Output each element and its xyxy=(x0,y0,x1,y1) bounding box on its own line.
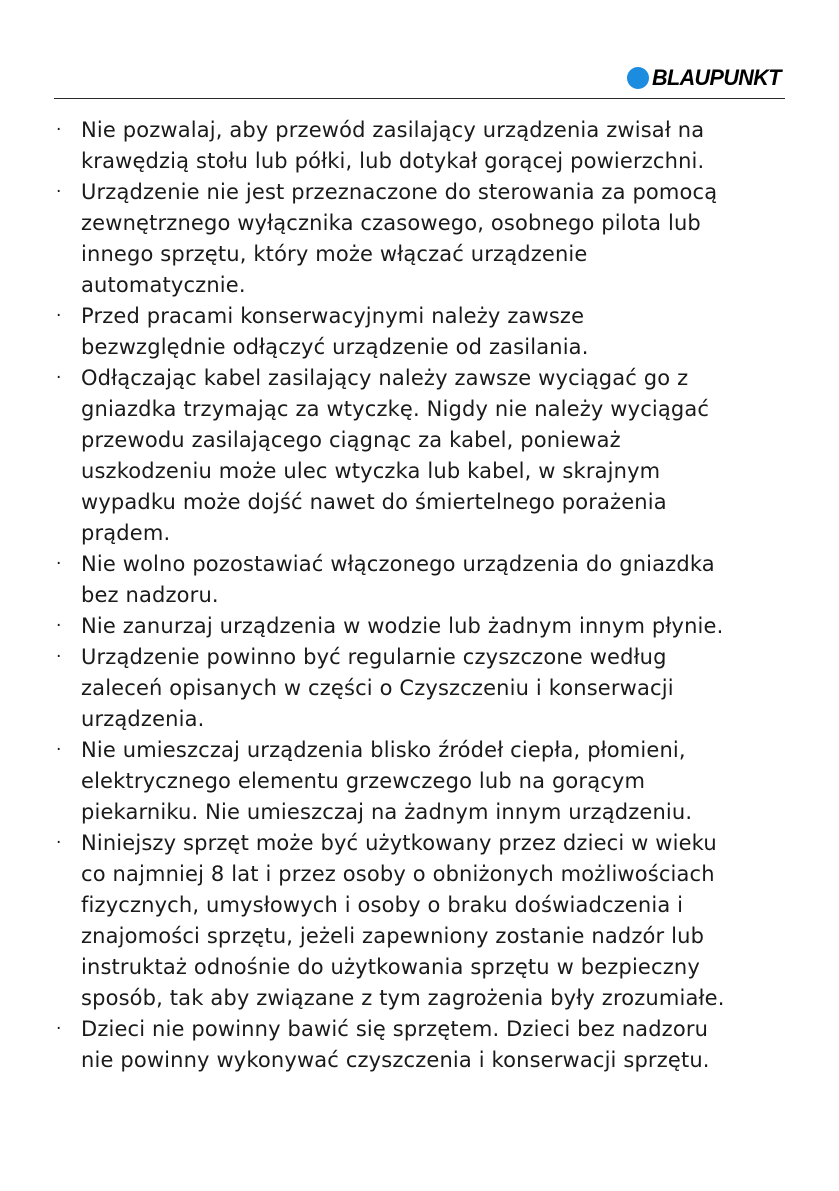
instruction-list xyxy=(54,115,794,1076)
list-item-line: Nie pozwalaj, aby przewód zasilający urządzenia zwisał na xyxy=(81,118,705,142)
safety-instructions xyxy=(54,115,794,1076)
bullet-icon: · xyxy=(56,182,62,202)
list-item-line: fizycznych, umysłowych i osoby o braku doświadczenia i xyxy=(81,893,684,917)
list-item-line: Odłączając kabel zasilający należy zawsze wyciągać go z xyxy=(81,366,689,390)
page-header xyxy=(54,62,785,99)
list-item xyxy=(54,1014,794,1076)
list-item-line: instruktaż odnośnie do użytkowania sprzętu w bezpieczny xyxy=(81,955,700,979)
list-item-line: Urządzenie powinno być regularnie czyszczone według xyxy=(81,645,667,669)
list-item-line: elektrycznego elementu grzewczego lub na gorącym xyxy=(81,769,646,793)
list-item-line: sposób, tak aby związane z tym zagrożenia były zrozumiałe. xyxy=(81,986,725,1010)
list-item xyxy=(54,177,794,301)
list-item-line: zaleceń opisanych w części o Czyszczeniu i konserwacji xyxy=(81,676,674,700)
list-item-line: wypadku może dojść nawet do śmiertelnego porażenia xyxy=(81,490,667,514)
list-item-line: gniazdka trzymając za wtyczkę. Nigdy nie należy wyciągać xyxy=(81,397,710,421)
list-item-line: co najmniej 8 lat i przez osoby o obniżonych możliwościach xyxy=(81,862,715,886)
list-item xyxy=(54,363,794,549)
bullet-icon: · xyxy=(56,1019,62,1039)
bullet-icon: · xyxy=(56,554,62,574)
bullet-icon: · xyxy=(56,833,62,853)
list-item xyxy=(54,115,794,177)
list-item-line: Urządzenie nie jest przeznaczone do sterowania za pomocą xyxy=(81,180,718,204)
brand-dot-icon xyxy=(627,67,649,89)
bullet-icon: · xyxy=(56,616,62,636)
list-item-line: uszkodzeniu może ulec wtyczka lub kabel, w skrajnym xyxy=(81,459,661,483)
list-item-line: znajomości sprzętu, jeżeli zapewniony zostanie nadzór lub xyxy=(81,924,705,948)
bullet-icon: · xyxy=(56,368,62,388)
list-item xyxy=(54,642,794,735)
bullet-icon: · xyxy=(56,740,62,760)
list-item-line: automatycznie. xyxy=(81,273,246,297)
list-item-line: urządzenia. xyxy=(81,707,205,731)
list-item-line: Dzieci nie powinny bawić się sprzętem. Dzieci bez nadzoru xyxy=(81,1017,709,1041)
list-item xyxy=(54,301,794,363)
bullet-icon: · xyxy=(56,120,62,140)
list-item-line: bezwzględnie odłączyć urządzenie od zasilania. xyxy=(81,335,589,359)
list-item-line: Przed pracami konserwacyjnymi należy zawsze xyxy=(81,304,585,328)
brand-name: BLAUPUNKT xyxy=(651,65,781,90)
list-item xyxy=(54,611,794,642)
list-item-line: nie powinny wykonywać czyszczenia i konserwacji sprzętu. xyxy=(81,1048,710,1072)
bullet-icon: · xyxy=(56,647,62,667)
list-item-line: piekarniku. Nie umieszczaj na żadnym innym urządzeniu. xyxy=(81,800,693,824)
list-item xyxy=(54,735,794,828)
list-item xyxy=(54,549,794,611)
list-item-line: Nie wolno pozostawiać włączonego urządzenia do gniazdka xyxy=(81,552,715,576)
list-item-line: Nie zanurzaj urządzenia w wodzie lub żadnym innym płynie. xyxy=(81,614,724,638)
list-item-line: bez nadzoru. xyxy=(81,583,219,607)
list-item-line: przewodu zasilającego ciągnąc za kabel, ponieważ xyxy=(81,428,621,452)
list-item-line: prądem. xyxy=(81,521,171,545)
list-item-line: krawędzią stołu lub półki, lub dotykał gorącej powierzchni. xyxy=(81,149,705,173)
brand-logo xyxy=(627,67,783,89)
bullet-icon: · xyxy=(56,306,62,326)
list-item-line: Nie umieszczaj urządzenia blisko źródeł ciepła, płomieni, xyxy=(81,738,686,762)
list-item-line: Niniejszy sprzęt może być użytkowany przez dzieci w wieku xyxy=(81,831,717,855)
list-item-line: zewnętrznego wyłącznika czasowego, osobnego pilota lub xyxy=(81,211,701,235)
list-item xyxy=(54,828,794,1014)
list-item-line: innego sprzętu, który może włączać urządzenie xyxy=(81,242,588,266)
